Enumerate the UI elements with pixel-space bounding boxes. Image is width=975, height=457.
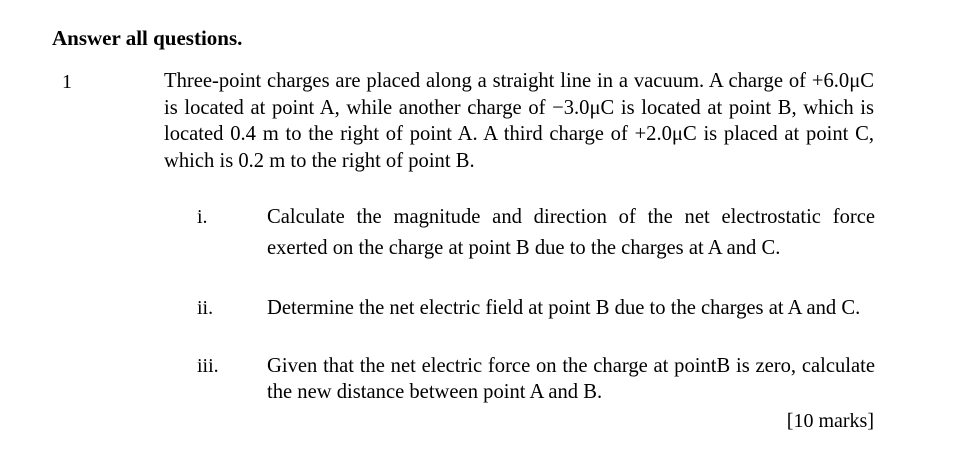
part-label-ii: ii. — [197, 297, 214, 319]
part-label-i: i. — [197, 206, 208, 228]
instructions-heading: Answer all questions. — [52, 26, 243, 50]
question-number: 1 — [62, 71, 72, 93]
part-label-iii: iii. — [197, 355, 219, 377]
part-text-iii: Given that the net electric force on the charge at pointB is zero, calculate the new distance between point A and B. — [267, 355, 875, 403]
question-text: Three-point charges are placed along a straight line in a vacuum. A charge of +6.0μC is located at point A, while another charge of −3.0μC is located at point B, which is located 0.4 m to the right of point A. A third charge of +2.0μC is placed at point C, which is 0.2 m to the right of point B. — [164, 70, 874, 172]
marks-label: [10 marks] — [786, 410, 874, 432]
part-text-i: Calculate the magnitude and direction of the net electrostatic force exerted on the charge at point B due to the charges at A and C. — [267, 206, 875, 259]
part-text-ii: Determine the net electric field at point B due to the charges at A and C. — [267, 297, 861, 319]
